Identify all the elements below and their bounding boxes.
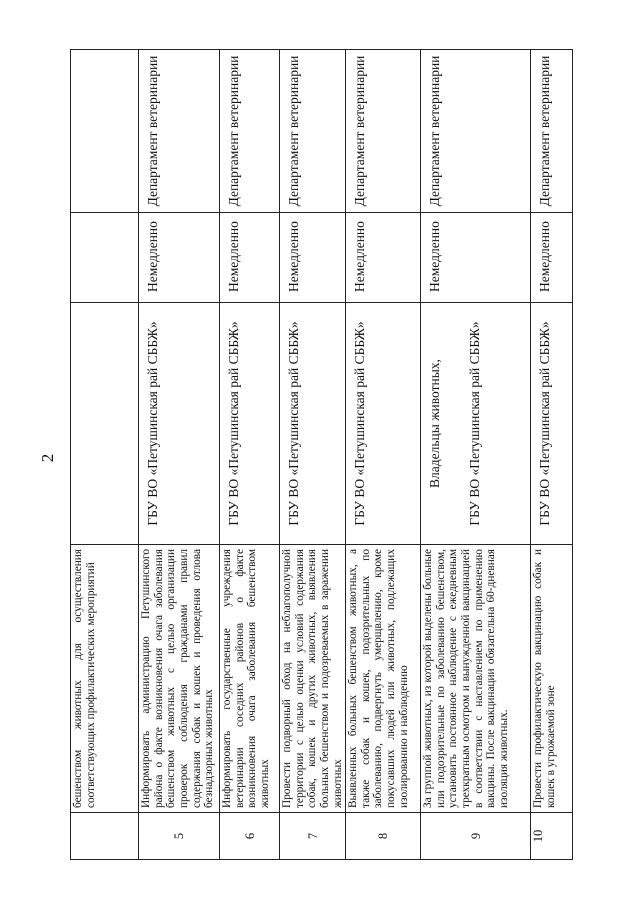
table-row <box>531 50 573 860</box>
table-row <box>220 50 280 860</box>
action-cell: Выявленных больных бешенством животных, а также собак и кошек, подозрительных по заболеванию, подвергнуть умерщвлению, кроме покусавших людей или животных, подлежащих изолированию и наблюдению <box>346 545 421 813</box>
responsible-cell: Департамент ветеринарии <box>421 50 531 213</box>
executor-extra: Владельцы животных, <box>427 359 443 488</box>
page-number: 2 <box>38 453 57 463</box>
action-cell: Провести профилактическую вакцинацию собак и кошек в угрожаемой зоне <box>531 545 573 813</box>
responsible-cell: Департамент ветеринарии <box>346 50 421 213</box>
action-cell: Информировать государственные учреждения ветеринарии соседних районов о факте возникновения очага заболевания бешенством животных <box>220 545 280 813</box>
executor-cell: ГБУ ВО «Петушинская рай СББЖ» <box>139 303 220 545</box>
responsible-cell: Департамент ветеринарии <box>531 50 573 213</box>
executor-main: ГБУ ВО «Петушинская рай СББЖ» <box>466 321 482 526</box>
action-cell: За группой животных, из которой выделены больные или подозрительные по заболеванию бешенством, установить постоянное наблюдение с ежедневным трехкратным осмотром и вынужденной вакцинацией в соответствии с наставлением по применению вакцины. После вакцинации обязательна 60-дневная изоляция животных. <box>421 545 531 813</box>
responsible-cell: Департамент ветеринарии <box>139 50 220 213</box>
row-number: 8 <box>346 813 421 860</box>
row-number <box>71 813 139 860</box>
row-number: 7 <box>280 813 346 860</box>
table-row <box>139 50 220 860</box>
executor-cell: ГБУ ВО «Петушинская рай СББЖ» <box>531 303 573 545</box>
action-cell: Информировать администрацию Петушинского района о факте возникновения очага заболевания бешенством животных с целью организации проверок соблюдения гражданами правил содержания собак и кошек и проведения отлова безнадзорных животных <box>139 545 220 813</box>
responsible-cell <box>71 50 139 213</box>
term-cell: Немедленно <box>531 213 573 303</box>
action-cell: Провести подворный обход на неблагополучной территории с целью оценки условий содержания собак, кошек и других животных, выявления больных бешенством и подозреваемых в заражении животных <box>280 545 346 813</box>
executor-cell: ГБУ ВО «Петушинская рай СББЖ» <box>280 303 346 545</box>
table-row <box>280 50 346 860</box>
row-number: 9 <box>421 813 531 860</box>
term-cell: Немедленно <box>220 213 280 303</box>
table-row <box>346 50 421 860</box>
executor-cell: ГБУ ВО «Петушинская рай СББЖ» <box>346 303 421 545</box>
term-cell: Немедленно <box>346 213 421 303</box>
rotated-table-container <box>70 50 572 860</box>
document-table-area <box>70 50 572 860</box>
row-number: 5 <box>139 813 220 860</box>
term-cell: Немедленно <box>280 213 346 303</box>
measures-table <box>70 49 573 860</box>
row-number: 10 <box>531 813 573 860</box>
table-row <box>421 50 531 860</box>
table-row <box>71 50 139 860</box>
executor-cell: ГБУ ВО «Петушинская рай СББЖ» <box>220 303 280 545</box>
term-cell: Немедленно <box>139 213 220 303</box>
term-cell <box>71 213 139 303</box>
responsible-cell: Департамент ветеринарии <box>220 50 280 213</box>
responsible-cell: Департамент ветеринарии <box>280 50 346 213</box>
action-cell: бешенством животных для осуществления соответствующих профилактических мероприятий <box>71 545 139 813</box>
row-number: 6 <box>220 813 280 860</box>
executor-cell <box>421 303 531 545</box>
term-cell: Немедленно <box>421 213 531 303</box>
executor-cell <box>71 303 139 545</box>
